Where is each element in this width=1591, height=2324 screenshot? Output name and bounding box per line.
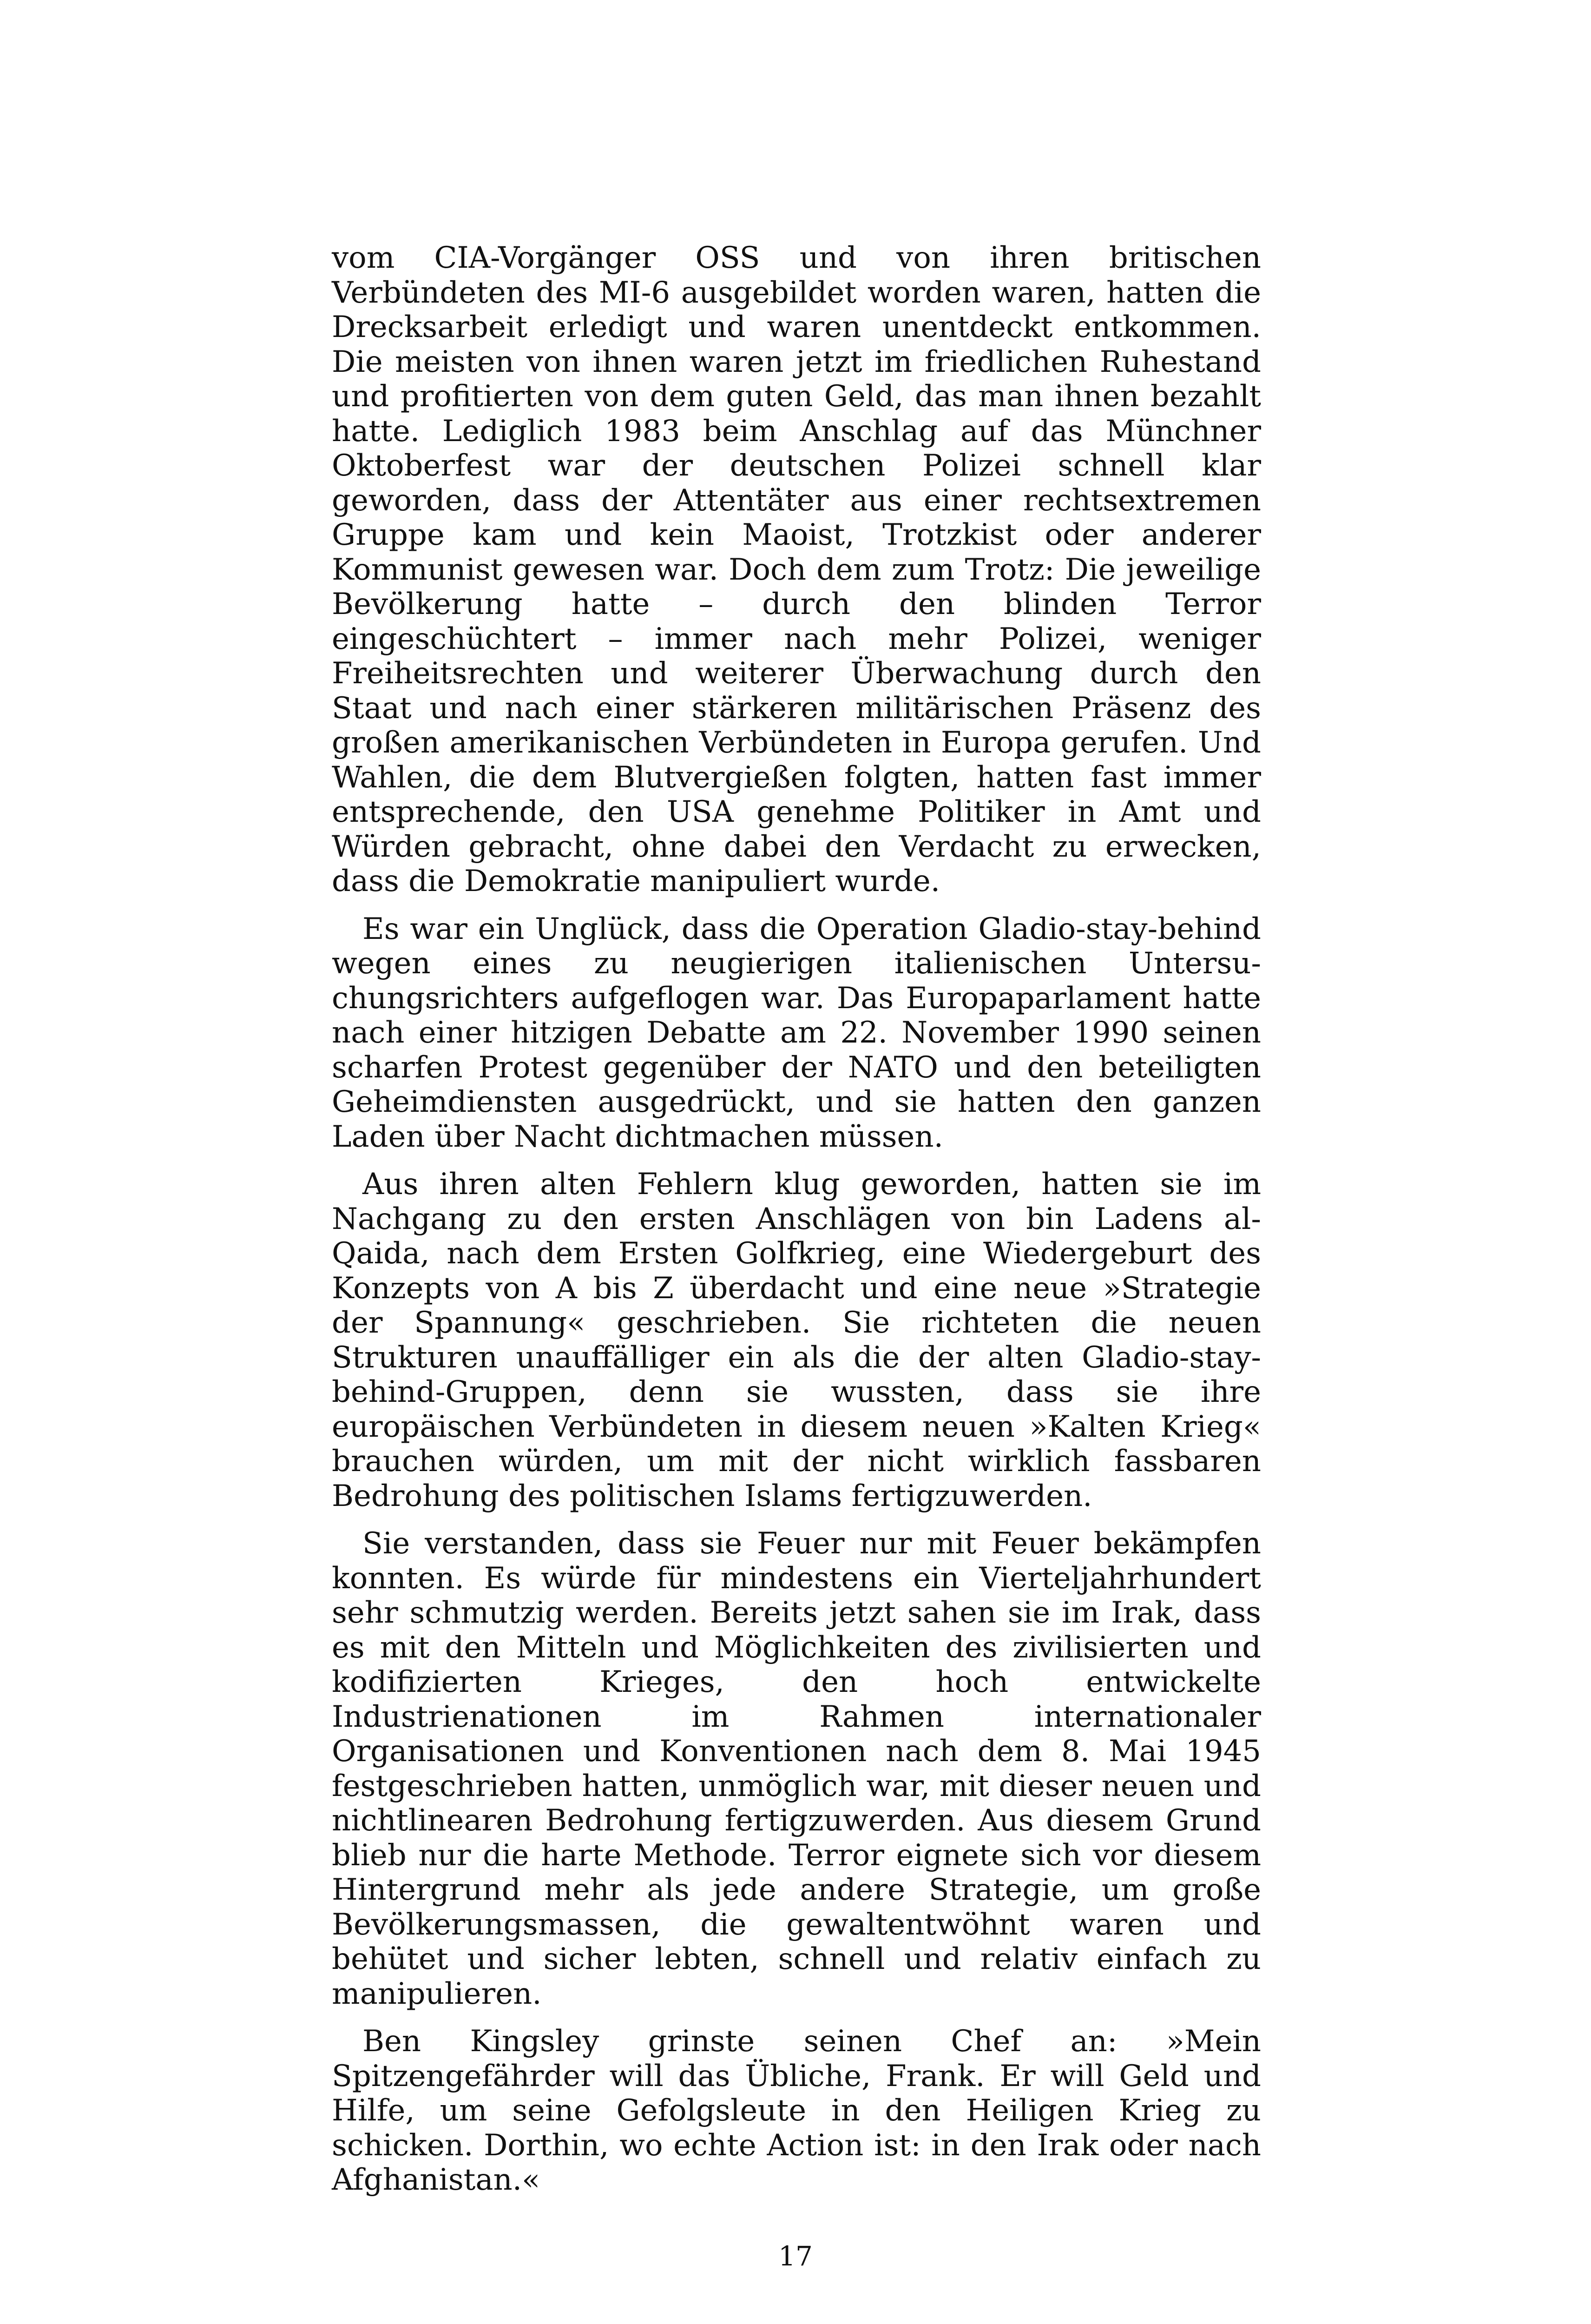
paragraph-1: vom CIA-Vorgänger OSS und von ihren britischen Verbündeten des MI-6 ausgebildet worden waren, hatten die Drecksarbeit erledigt und waren unentdeckt entkommen. Die meisten von ihnen waren jetzt im friedlichen Ruhestand und profitierten von dem guten Geld, das man ihnen bezahlt hatte. Lediglich 1983 beim Anschlag auf das Münchner Oktoberfest war der deutschen Polizei schnell klar geworden, dass der Attentäter aus einer rechtsextremen Gruppe kam und kein Maoist, Trotzkist oder anderer Kommunist gewesen war. Doch dem zum Trotz: Die jeweilige Bevölkerung hatte – durch den blinden Terror eingeschüchtert – immer nach mehr Polizei, weniger Freiheitsrechten und weiterer Überwachung durch den Staat und nach einer stärkeren militärischen Präsenz des großen amerikanischen Verbündeten in Europa gerufen. Und Wahlen, die dem Blutvergießen folgten, hatten fast immer entsprechende, den USA genehme Politiker in Amt und Würden gebracht, ohne dabei den Verdacht zu erwecken, dass die Demokratie manipuliert wurde. <box>332 241 1261 898</box>
paragraph-3: Aus ihren alten Fehlern klug geworden, hatten sie im Nachgang zu den ersten Anschlägen von bin Ladens al-Qaida, nach dem Ersten Golfkrieg, eine Wiedergeburt des Konzepts von A bis Z überdacht und eine neue »Strategie der Spannung« geschrieben. Sie richteten die neuen Strukturen unauffälliger ein als die der alten Gladio-stay-behind-Gruppen, denn sie wussten, dass sie ihre europäischen Verbündeten in diesem neuen »Kalten Krieg« brauchen würden, um mit der nicht wirklich fassbaren Bedrohung des politischen Islams fertigzuwerden. <box>332 1167 1261 1513</box>
paragraph-5: Ben Kingsley grinste seinen Chef an: »Mein Spitzengefährder will das Übliche, Frank. Er will Geld und Hilfe, um seine Gefolgsleute in den Heiligen Krieg zu schicken. Dorthin, wo echte Action ist: in den Irak oder nach Afghanistan.« <box>332 2024 1261 2197</box>
paragraph-2: Es war ein Unglück, dass die Operation Gladio-stay-behind wegen eines zu neugierigen italienischen Untersuchungsrichters aufgeflogen war. Das Europaparlament hatte nach einer hitzigen Debatte am 22. November 1990 seinen scharfen Protest gegenüber der NATO und den beteiligten Geheimdiensten ausgedrückt, und sie hatten den ganzen Laden über Nacht dichtmachen müssen. <box>332 911 1261 1154</box>
body-text <box>332 241 1261 2211</box>
paragraph-4: Sie verstanden, dass sie Feuer nur mit Feuer bekämpfen konnten. Es würde für mindestens ein Vierteljahrhundert sehr schmutzig werden. Bereits jetzt sahen sie im Irak, dass es mit den Mitteln und Möglichkeiten des zivilisierten und kodifizierten Krieges, den hoch entwickelte Industrienationen im Rahmen internationaler Organisationen und Konventionen nach dem 8. Mai 1945 festgeschrieben hatten, unmöglich war, mit dieser neuen und nichtlinearen Bedrohung fertigzuwerden. Aus diesem Grund blieb nur die harte Methode. Terror eignete sich vor diesem Hintergrund mehr als jede andere Strategie, um große Bevölkerungsmassen, die gewaltentwöhnt waren und behütet und sicher lebten, schnell und relativ einfach zu manipulieren. <box>332 1526 1261 2011</box>
page-number: 17 <box>778 2240 813 2272</box>
